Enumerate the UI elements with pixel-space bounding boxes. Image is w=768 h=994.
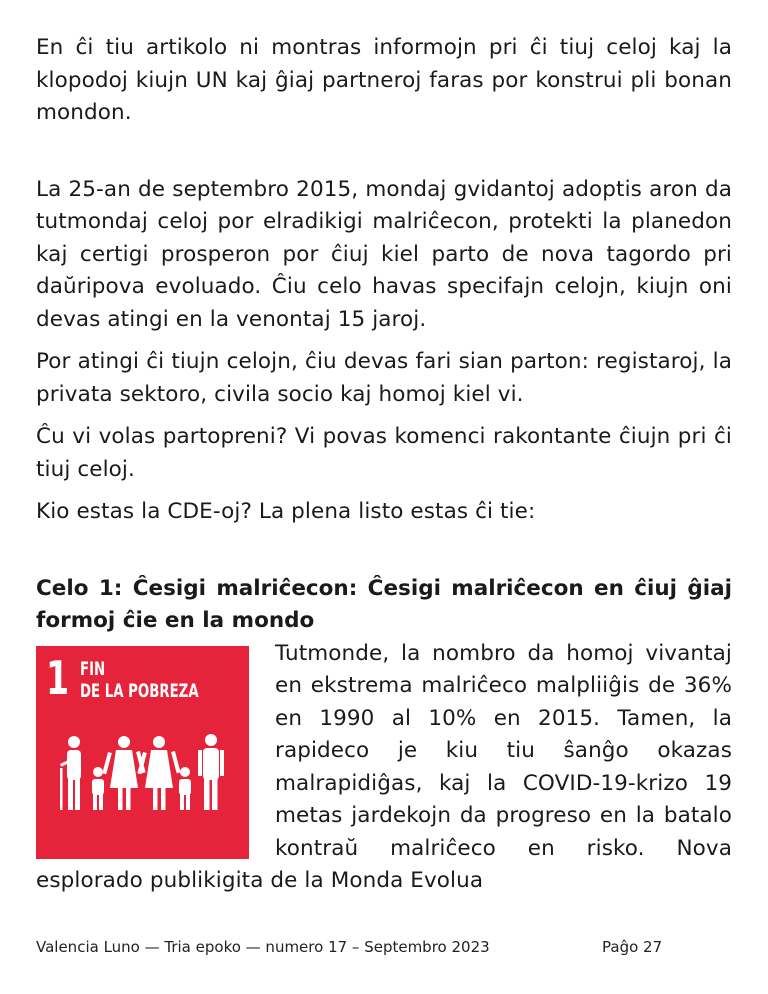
participation-paragraph: Por atingi ĉi tiujn celojn, ĉiu devas fari sian parton: registaroj, la privata sektoro, civila socio kaj homoj kiel vi. [36, 349, 732, 407]
sdg-1-no-poverty-icon [36, 646, 249, 859]
sdg-adoption-paragraph: La 25-an de septembro 2015, mondaj gvidantoj adoptis aron da tutmondaj celoj por elradikigi malriĉecon, protekti la planedon kaj certigi prosperon por ĉiuj kiel parto de nova tagordo pri daŭripova evoluado. Ĉiu celo havas specifajn celojn, kiujn oni devas atingi en la venontaj 15 jaroj. [36, 176, 732, 332]
intro-paragraph: En ĉi tiu artikolo ni montras informojn pri ĉi tiuj celoj kaj la klopodoj kiujn UN kaj ĝiaj partneroj faras por konstrui pli bonan mondon. [36, 35, 732, 125]
goal-1-text: Tutmonde, la nombro da homoj vivantaj en ekstrema malriĉeco malpliiĝis de 36% en 1990 al 10% en 2015. Tamen, la rapideco je kiu tiu ŝanĝo okazas malrapidiĝas, kaj la COVID-19-krizo 19 metas jardekojn da progreso en la batalo kontraŭ malriĉeco en risko. Nova esplorado publikigita de la Monda Evolua [36, 640, 732, 893]
family-figures-icon [58, 734, 228, 814]
sdg-icon-title-line-1: FIN [80, 657, 106, 680]
page-footer [36, 938, 732, 956]
sdg-icon-number: 1 [46, 650, 70, 705]
sdg-icon-title [80, 658, 199, 702]
goal-1-heading: Celo 1: Ĉesigi malriĉecon: Ĉesigi malriĉecon en ĉiuj ĝiaj formoj ĉie en la mondo [36, 575, 732, 633]
list-intro-paragraph: Kio estas la CDE-oj? La plena listo estas ĉi tie: [36, 499, 536, 524]
article-body [36, 32, 732, 898]
footer-page-number: Paĝo 27 [602, 938, 663, 956]
sdg-icon-title-line-2: DE LA POBREZA [80, 679, 199, 702]
join-paragraph: Ĉu vi volas partopreni? Vi povas komenci rakontante ĉiujn pri ĉi tiuj celoj. [36, 424, 732, 482]
footer-publication: Valencia Luno — Tria epoko — numero 17 – Septembro 2023 [36, 938, 490, 956]
